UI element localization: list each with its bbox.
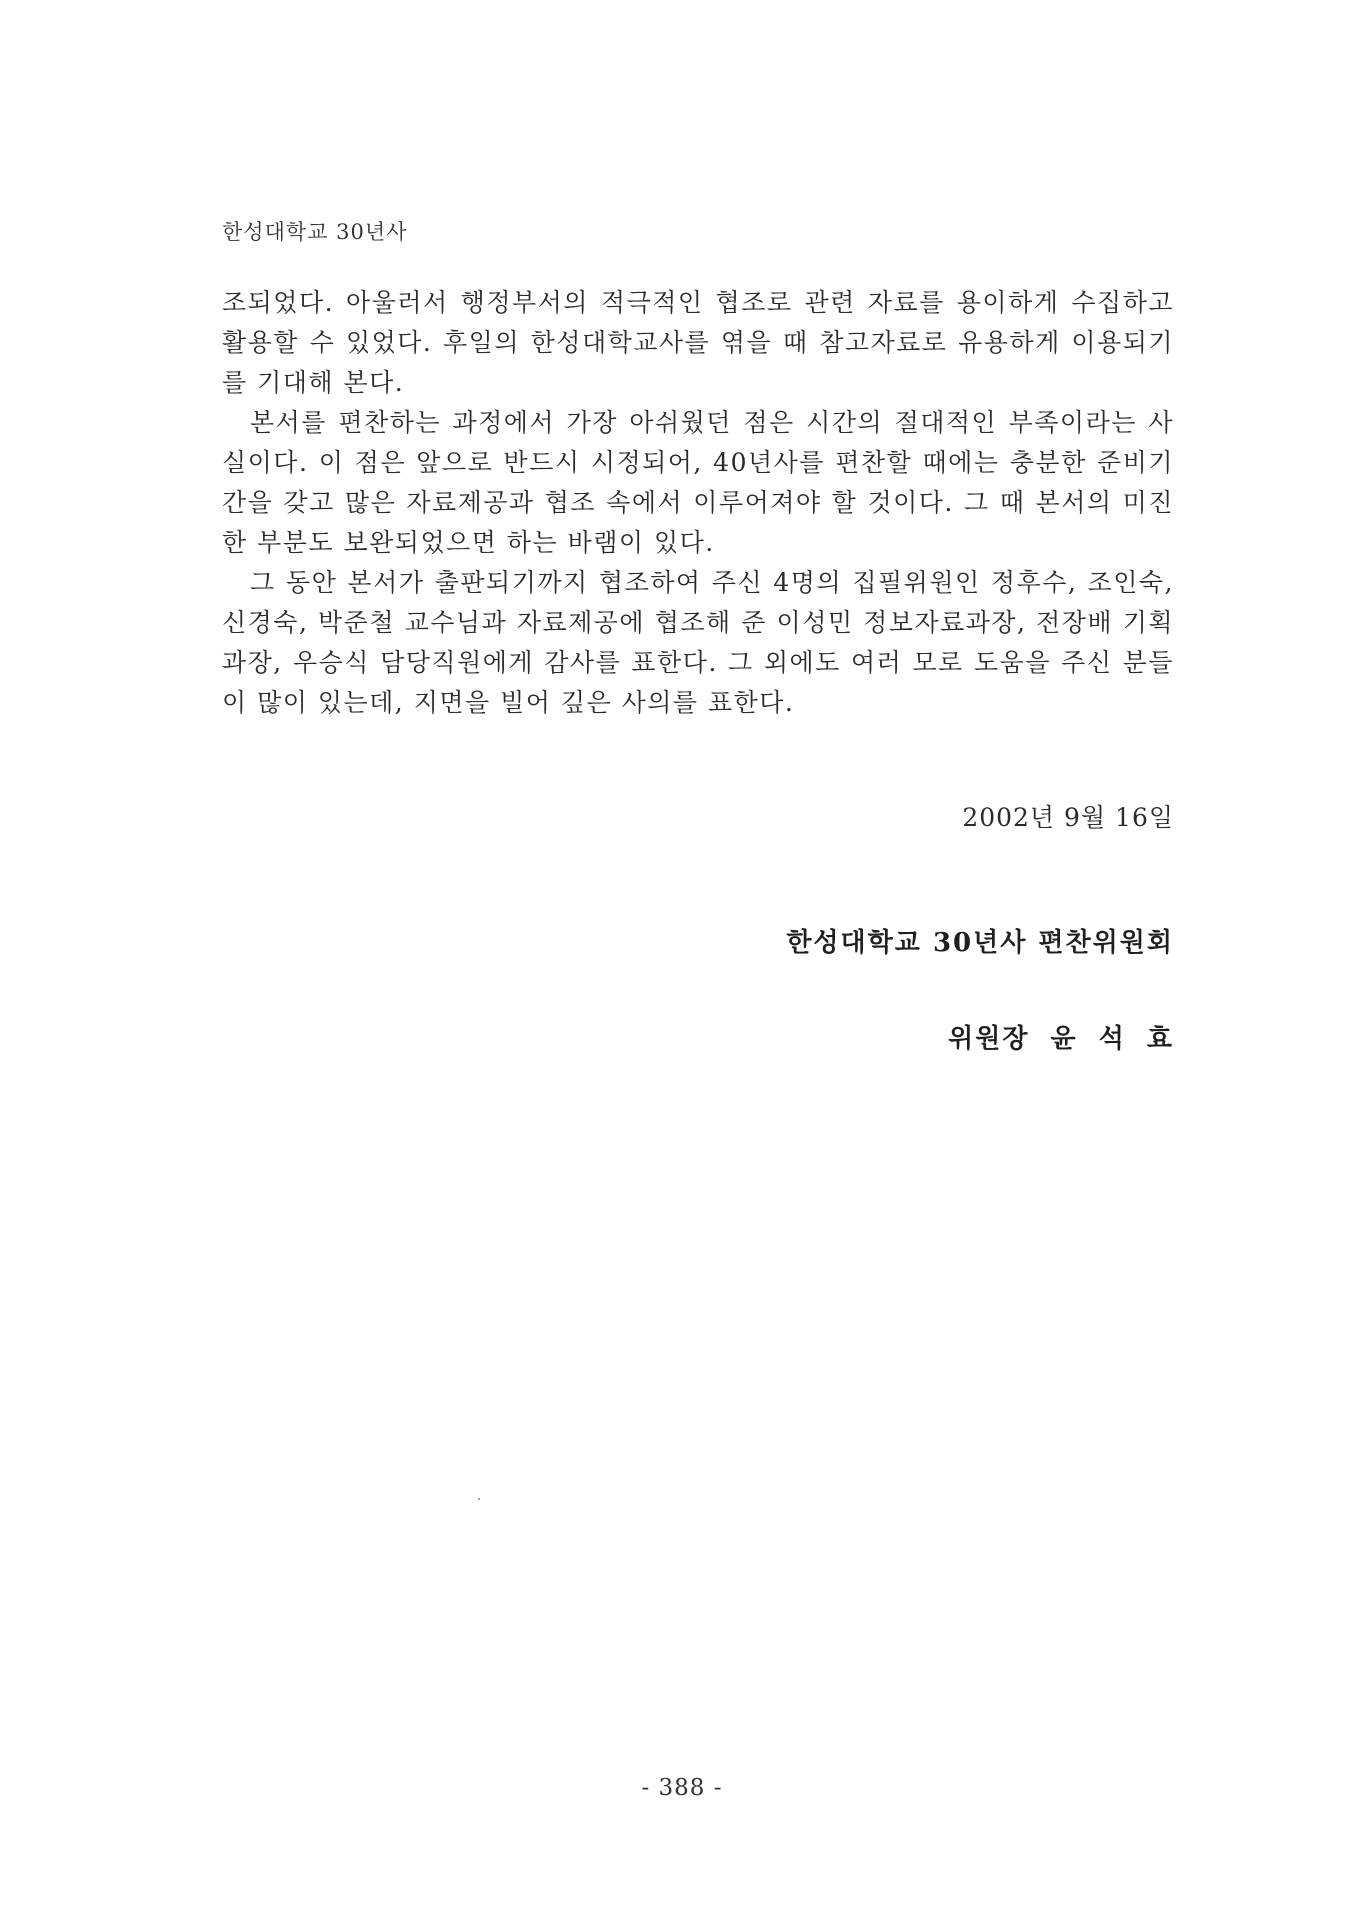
chair-signature: 위원장 윤 석 효 (948, 1024, 1174, 1054)
paragraph: 그 동안 본서가 출판되기까지 협조하여 주신 4명의 집필위원인 정후수, 조인숙, 신경숙, 박준철 교수님과 자료제공에 협조해 준 이성민 정보자료과장, 전장배 기획과장, 우승식 담당직원에게 감사를 표한다. 그 외에도 여러 모로 도움을 주신 분들이 많이 있는데, 지면을 빌어 깊은 사의를 표한다. (222, 568, 1174, 717)
signature-date: 2002년 9월 16일 (962, 803, 1174, 832)
paragraph: 본서를 편찬하는 과정에서 가장 아쉬웠던 점은 시간의 절대적인 부족이라는 사실이다. 이 점은 앞으로 반드시 시정되어, 40년사를 편찬할 때에는 충분한 준비기간을 갖고 많은 자료제공과 협조 속에서 이루어져야 할 것이다. 그 때 본서의 미진한 부분도 보완되었으면 하는 바램이 있다. (222, 408, 1174, 557)
committee-name: 한성대학교 30년사 편찬위원회 (786, 928, 1174, 958)
page-number: - 388 - (641, 1775, 723, 1801)
paragraph-continued: 조되었다. 아울러서 행정부서의 적극적인 협조로 관련 자료를 용이하게 수집하고 활용할 수 있었다. 후일의 한성대학교사를 엮을 때 참고자료로 유용하게 이용되기를 기대해 본다. (222, 288, 1174, 397)
running-header: 한성대학교 30년사 (222, 220, 408, 244)
body-text (222, 283, 1174, 723)
scan-speck (478, 1498, 480, 1500)
